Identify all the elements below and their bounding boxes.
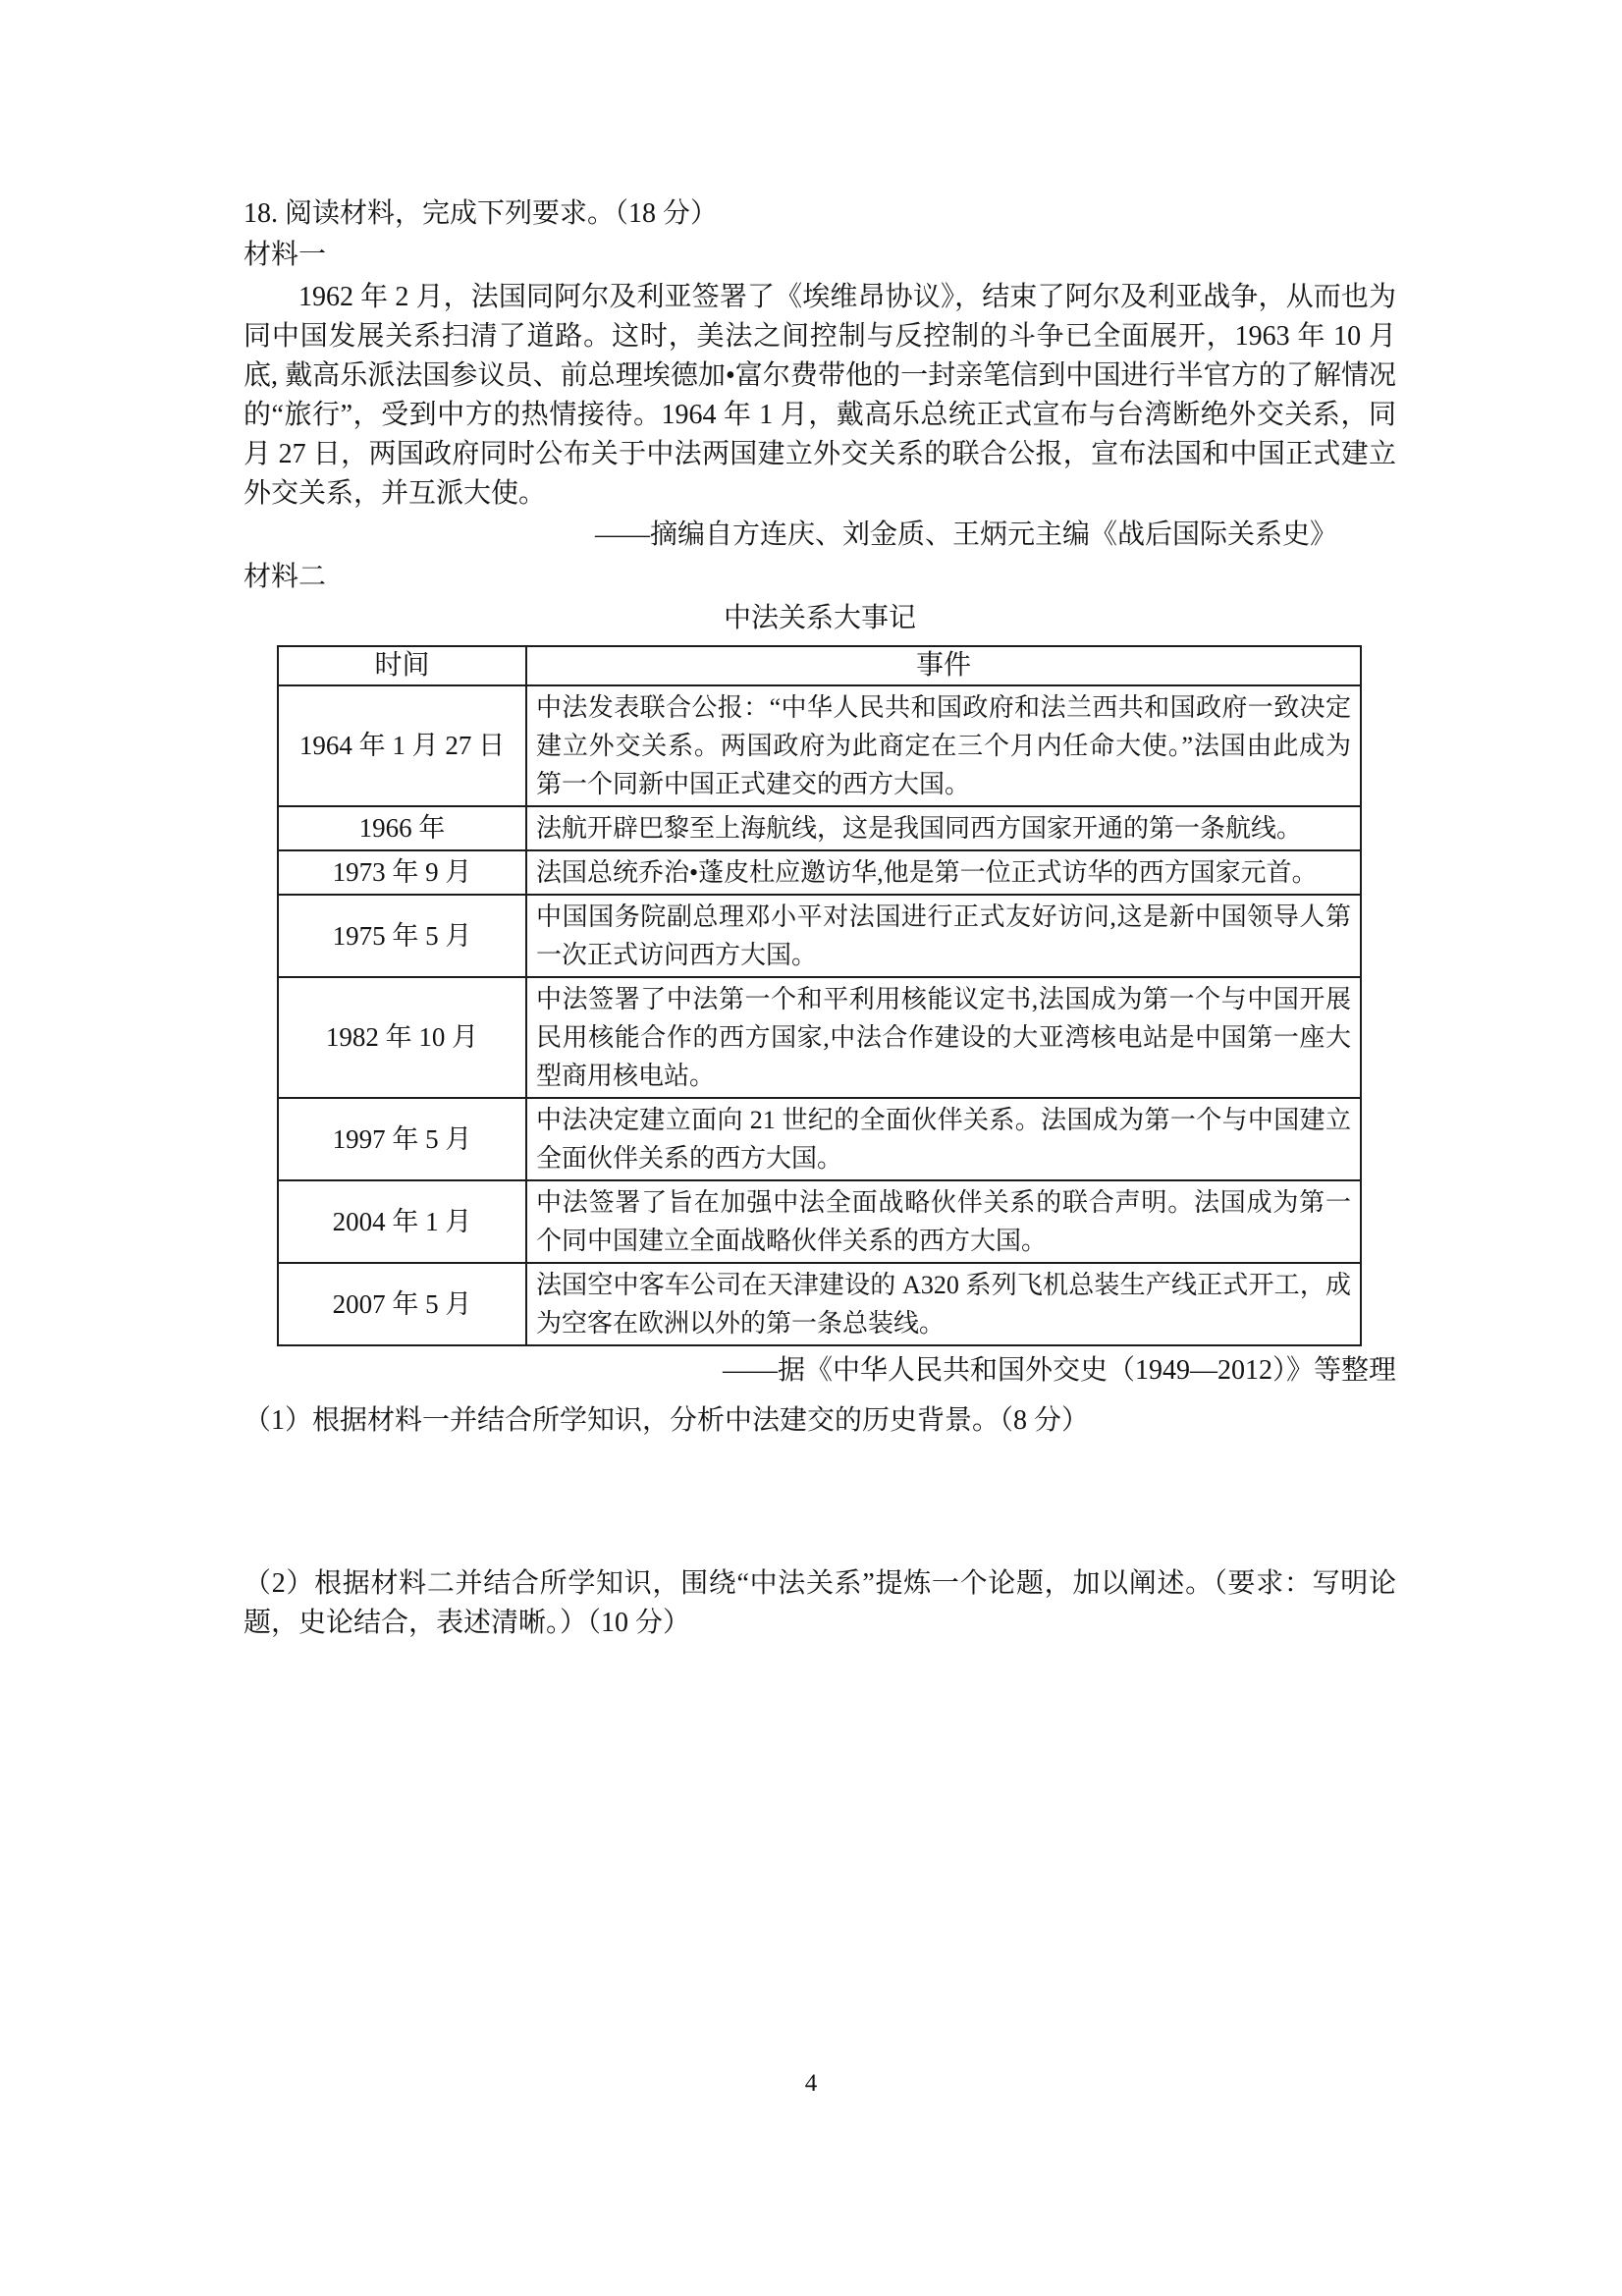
question-header: 18. 阅读材料，完成下列要求。（18 分） xyxy=(243,198,719,229)
column-header-time: 时间 xyxy=(278,646,526,685)
table-row xyxy=(278,977,1361,1098)
table-header-row xyxy=(278,646,1361,685)
table-row xyxy=(278,895,1361,977)
time-cell: 1973 年 9 月 xyxy=(278,850,526,895)
time-cell: 1982 年 10 月 xyxy=(278,977,526,1098)
material1-source: ——摘编自方连庆、刘金质、王炳元主编《战后国际关系史》 xyxy=(594,519,1337,550)
events-table xyxy=(277,645,1362,1346)
material1-label: 材料一 xyxy=(243,240,327,270)
table-row xyxy=(278,1180,1361,1263)
event-cell: 中国国务院副总理邓小平对法国进行正式友好访问,这是新中国领导人第一次正式访问西方大国。 xyxy=(526,895,1361,977)
event-cell: 法国总统乔治•蓬皮杜应邀访华,他是第一位正式访华的西方国家元首。 xyxy=(526,850,1361,895)
page-content xyxy=(243,194,1396,1643)
event-cell: 中法发表联合公报：“中华人民共和国政府和法兰西共和国政府一致决定建立外交关系。两国政府为此商定在三个月内任命大使。”法国由此成为第一个同新中国正式建交的西方大国。 xyxy=(526,685,1361,806)
table-source: ——据《中华人民共和国外交史（1949—2012）》等整理 xyxy=(722,1355,1396,1386)
time-cell: 1997 年 5 月 xyxy=(278,1098,526,1180)
table-row xyxy=(278,1098,1361,1180)
event-cell: 中法决定建立面向 21 世纪的全面伙伴关系。法国成为第一个与中国建立全面伙伴关系的西方大国。 xyxy=(526,1098,1361,1180)
table-row xyxy=(278,850,1361,895)
time-cell: 1964 年 1 月 27 日 xyxy=(278,685,526,806)
time-cell: 2007 年 5 月 xyxy=(278,1263,526,1345)
time-cell: 1975 年 5 月 xyxy=(278,895,526,977)
column-header-event: 事件 xyxy=(526,646,1361,685)
event-cell: 法航开辟巴黎至上海航线，这是我国同西方国家开通的第一条航线。 xyxy=(526,806,1361,850)
table-row xyxy=(278,685,1361,806)
table-title: 中法关系大事记 xyxy=(723,603,916,633)
question-1: （1）根据材料一并结合所学知识，分析中法建交的历史背景。（8 分） xyxy=(243,1405,1090,1436)
table-row xyxy=(278,1263,1361,1345)
time-cell: 1966 年 xyxy=(278,806,526,850)
event-cell: 中法签署了旨在加强中法全面战略伙伴关系的联合声明。法国成为第一个同中国建立全面战略伙伴关系的西方大国。 xyxy=(526,1180,1361,1263)
table-row xyxy=(278,806,1361,850)
question-2: （2）根据材料二并结合所学知识，围绕“中法关系”提炼一个论题，加以阐述。（要求：写明论题，史论结合，表述清晰。）（10 分） xyxy=(243,1568,1396,1638)
material1-paragraph: 1962 年 2 月，法国同阿尔及利亚签署了《埃维昂协议》，结束了阿尔及利亚战争，从而也为同中国发展关系扫清了道路。这时，美法之间控制与反控制的斗争已全面展开，1963 年 10 月底, 戴高乐派法国参议员、前总理埃德加•富尔费带他的一封亲笔信到中国进行半官方的了解情况的“旅行”，受到中方的热情接待。1964 年 1 月，戴高乐总统正式宣布与台湾断绝外交关系，同月 27 日，两国政府同时公布关于中法两国建立外交关系的联合公报，宣布法国和中国正式建立外交关系，并互派大使。 xyxy=(243,282,1396,509)
event-cell: 中法签署了中法第一个和平利用核能议定书,法国成为第一个与中国开展民用核能合作的西方国家,中法合作建设的大亚湾核电站是中国第一座大型商用核电站。 xyxy=(526,977,1361,1098)
event-cell: 法国空中客车公司在天津建设的 A320 系列飞机总装生产线正式开工，成为空客在欧洲以外的第一条总装线。 xyxy=(526,1263,1361,1345)
time-cell: 2004 年 1 月 xyxy=(278,1180,526,1263)
material2-label: 材料二 xyxy=(243,562,327,592)
page-number: 4 xyxy=(804,2070,818,2097)
